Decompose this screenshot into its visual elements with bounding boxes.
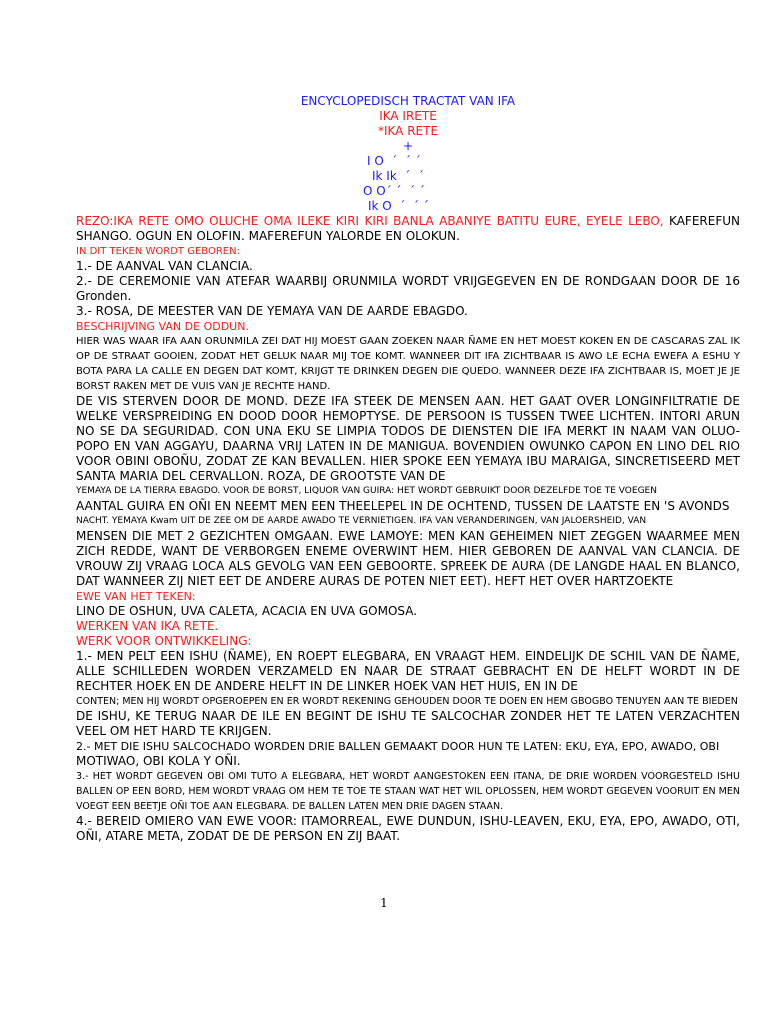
description-paragraph: HIER WAS WAAR IFA AAN ORUNMILA ZEI DAT HIJ MOEST GAAN ZOEKEN NAAR ÑAME EN HET MOEST KOKEN EN DE CASCARAS ZAL IK OP DE STRAAT GOOIEN, ZODAT HET GELUK NAAR MIJ TOE KOMT. WANNEER DIT IFA ZICHTBAAR IS AWO LE ECHA EWEFA A ESHU Y BOTA PARA LA CALLE EN DEGEN DAT KOMT, KRIJGT TE DRINKEN DEGEN DIE QUEDO. WANNEER DEZE IFA ZICHTBAAR IS, MOET JE JE BORST RAKEN MET DE VUIS VAN JE RECHTE HAND. bbox=[76, 336, 740, 392]
work-item-line: DE ISHU, KE TERUG NAAR DE ILE EN BEGINT DE ISHU TE SALCOCHAR ZONDER HET TE LATEN VERZACHTEN VEEL OM HET HARD TE KRIJGEN. bbox=[76, 709, 740, 738]
description-line: YEMAYA DE LA TIERRA EBAGDO. VOOR DE BORST, LIQUOR VAN GUIRA: HET WORDT GEBRUIKT DOOR DEZELFDE TOE TE VOEGEN bbox=[76, 486, 657, 496]
description-heading: BESCHRIJVING VAN DE ODDUN. bbox=[76, 320, 249, 333]
work-item-line: MOTIWAO, OBI KOLA Y OÑI. bbox=[76, 754, 241, 768]
sign-name: IKA IRETE bbox=[379, 109, 437, 123]
born-item: 1.- DE AANVAL VAN CLANCIA. bbox=[76, 259, 253, 273]
description-paragraph: MENSEN DIE MET 2 GEZICHTEN OMGAAN. EWE LAMOYE: MEN KAN GEHEIMEN NIET ZEGGEN WAARMEE MEN ZICH REDDE, WANT DE VERBORGEN ENEME OVERWINT HEM. HIER GEBOREN DE AANVAL VAN CLANCIA. DE VROUW ZIJ VRAAG LOCA ALS GEVOLG VAN EEN GEBOORTE. SPREEK DE AURA (DE LANGDE HAAL EN BLANCO, DAT WANNEER ZIJ NIET EET DE ANDERE AURAS DE POTEN NIET EET). HEFT HET OVER HARTZOEKTE bbox=[76, 529, 740, 588]
rezo-label: REZO:IKA RETE OMO OLUCHE OMA ILEKE KIRI KIRI BANLA ABANIYE BATITU EURE, EYELE LEBO, bbox=[76, 214, 664, 228]
sign-mark: Ik Ik ´ ´ bbox=[372, 169, 425, 183]
ewe-heading: EWE VAN HET TEKEN: bbox=[76, 590, 196, 603]
work-item: 2.- MET DIE ISHU SALCOCHADO WORDEN DRIE BALLEN GEMAAKT DOOR HUN TE LATEN: EKU, EYA, EPO, AWADO, OBI bbox=[76, 740, 720, 753]
work-item: 1.- MEN PELT EEN ISHU (ÑAME), EN ROEPT ELEGBARA, EN VRAAGT HEM. EINDELIJK DE SCHIL VAN DE ÑAME, ALLE SCHILLEDEN WORDEN VERZAMELD EN NAAR DE STRAAT GEBRACHT EN DE HELFT WORDT IN DE RECHTER HOEK EN DE ANDERE HELFT IN DE LINKER HOEK VAN HET HUIS, EN IN DE bbox=[76, 649, 740, 693]
born-heading: IN DIT TEKEN WORDT GEBOREN: bbox=[76, 246, 240, 257]
sign-plus: + bbox=[402, 139, 414, 153]
sign-mark: I O ´ ´ ´ bbox=[367, 154, 421, 168]
document-title: ENCYCLOPEDISCH TRACTAT VAN IFA bbox=[300, 94, 516, 108]
description-paragraph: DE VIS STERVEN DOOR DE MOND. DEZE IFA STEEK DE MENSEN AAN. HET GAAT OVER LONGINFILTRATIE DE WELKE VERSPREIDING EN DOOD DOOR HEMOPTYSE. DE PERSOON IS TUSSEN TWEE LICHTEN. INTORI ARUN NO SE DA SEGURIDAD. CON UNA EKU SE LIMPIA TODOS DE DIENSTEN DIE IFA MERKT IN NAAM VAN OLUO-POPO EN VAN AGGAYU, DAARNA VRIJ LATEN IN DE MANIGUA. BOVENDIEN OWUNKO CAPON EN LINO DEL RIO VOOR OBINI OBOÑU, ZODAT ZE KAN BEVALLEN. HIER SPOKE EEN YEMAYA IBU MARAIGA, SINCRETISEERD MET SANTA MARIA DEL CERVALLON. ROZA, DE GROOTSTE VAN DE bbox=[76, 394, 740, 483]
rezo-text: KAFEREFUN SHANGO. OGUN EN OLOFIN. MAFEREFUN YALORDE EN OLOKUN. bbox=[76, 214, 740, 243]
work-item: 3.- HET WORDT GEGEVEN OBI OMI TUTO A ELEGBARA, HET WORDT AANGESTOKEN EEN ITANA, DE DRIE WORDEN VOORGESTELD ISHU BALLEN OP EEN BORD, HEM WORDT VRAAG OM HEM TE TOE TE STAAN WAT HET WIL OPLOSSEN, HEM WORDT GEGEVEN VOORUIT EN MEN VOEGT EEN BEETJE OÑI TOE AAN ELEGBARA. DE BALLEN LATEN MEN DRIE DAGEN STAAN. bbox=[76, 771, 740, 812]
born-item: 3.- ROSA, DE MEESTER VAN DE YEMAYA VAN DE AARDE EBAGDO. bbox=[76, 304, 468, 318]
ewe-text: LINO DE OSHUN, UVA CALETA, ACACIA EN UVA GOMOSA. bbox=[76, 604, 418, 618]
works-subheading: WERK VOOR ONTWIKKELING: bbox=[76, 634, 252, 648]
rezo-paragraph bbox=[76, 214, 740, 244]
work-item: 4.- BEREID OMIERO VAN EWE VOOR: ITAMORREAL, EWE DUNDUN, ISHU-LEAVEN, EKU, EYA, EPO, AWADO, OTI, OÑI, ATARE META, ZODAT DE DE PERSON EN ZIJ BAAT. bbox=[76, 814, 740, 843]
description-line: AANTAL GUIRA EN OÑI EN NEEMT MEN EEN THEELEPEL IN DE OCHTEND, TUSSEN DE LAATSTE EN 'S AVONDS bbox=[76, 499, 730, 513]
sign-mark-row bbox=[76, 154, 740, 169]
works-heading: WERKEN VAN IKA RETE. bbox=[76, 619, 219, 633]
sign-mark: Ik O ´ ´ ´ bbox=[368, 199, 429, 213]
description-line: NACHT. YEMAYA Kwam UIT DE ZEE OM DE AARDE AWADO TE VERNIETIGEN. IFA VAN VERANDERINGEN, VAN JALOERSHEID, VAN bbox=[76, 516, 647, 526]
sign-alt-name: *IKA RETE bbox=[377, 124, 439, 138]
page-number: 1 bbox=[380, 896, 388, 910]
born-item: 2.- DE CEREMONIE VAN ATEFAR WAARBIJ ORUNMILA WORDT VRIJGEGEVEN EN DE RONDGAAN DOOR DE 16 Gronden. bbox=[76, 274, 740, 303]
sign-mark-row bbox=[76, 199, 740, 214]
sign-mark-row bbox=[76, 184, 740, 199]
work-item-line: CONTEN; MEN HIJ WORDT OPGEROEPEN EN ER WORDT REKENING GEHOUDEN DOOR TE DOEN EN HEM GBOGBO TENUYEN AAN TE BIEDEN bbox=[76, 696, 738, 707]
sign-mark: O O´ ´ ´ ´ bbox=[363, 184, 425, 198]
document-page bbox=[76, 94, 740, 844]
sign-mark-row bbox=[76, 169, 740, 184]
